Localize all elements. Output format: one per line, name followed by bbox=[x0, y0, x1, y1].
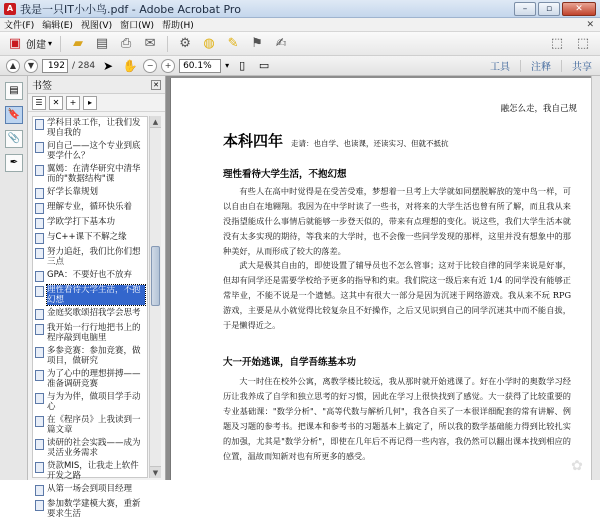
bookmark-page-icon bbox=[35, 203, 44, 214]
bookmark-label: 问自己——这个专业到底要学什么？ bbox=[47, 141, 141, 161]
scroll-thumb[interactable] bbox=[151, 246, 160, 306]
bookmark-label: 贷款MIS，让我走上软件开发之路 bbox=[47, 461, 139, 481]
attachments-icon[interactable]: 📎 bbox=[5, 130, 23, 148]
zoom-dropdown-icon[interactable]: ▾ bbox=[225, 61, 230, 70]
previous-page-icon[interactable]: ▲ bbox=[6, 59, 20, 73]
create-pdf-icon: ▣ bbox=[8, 36, 22, 51]
close-document-icon[interactable]: ✕ bbox=[586, 19, 594, 30]
section-heading: 大一开始逃课，自学吾练基本功 bbox=[223, 357, 357, 368]
bookmark-label: 学科目录工作，让我们发现自我的 bbox=[47, 118, 141, 138]
chapter-heading bbox=[223, 130, 449, 151]
bookmark-page-icon bbox=[35, 248, 44, 259]
paragraph: 大一时住在校外公寓，离教学楼比较远，我从那时就开始逃课了。好在小学时的奥数学习经历让我养成了自学和独立思考的好习惯，因此在学习上很快找到了感觉。大一获得了比较重要的专业基础课："数学分析"、"高等代数与解析几何"，我各自买了一本很详细配套的常有讲解、例题及习题的参考书。把课本和参考书的习题基本上搞定了，所以我的数学基础能力得到比较扎实的加强，尤其是"数学分析"，即使在几年后不再记得一些内容，我仍然可以翻出课本找到相应的位置，温故而知新对也有所更多的感受。 bbox=[223, 376, 571, 461]
chevron-down-icon: ▾ bbox=[48, 39, 53, 48]
share-pane-button[interactable]: 共享 bbox=[572, 62, 592, 73]
menu-help[interactable]: 帮助(H) bbox=[162, 21, 194, 31]
expand-bookmark-icon[interactable]: ▸ bbox=[83, 96, 97, 110]
bookmark-page-icon bbox=[35, 271, 44, 282]
pdf-page bbox=[170, 78, 591, 480]
comment-bubble-icon[interactable]: ◍ bbox=[203, 36, 215, 51]
minimize-button[interactable]: – bbox=[514, 2, 536, 16]
expand-icon[interactable]: ⬚ bbox=[576, 36, 590, 51]
toolbar-right bbox=[548, 35, 592, 53]
bookmark-item[interactable] bbox=[33, 391, 147, 414]
bookmark-label: 多参竞赛：参加竞赛，做项目，做研究 bbox=[47, 346, 141, 366]
navigation-toolbar bbox=[0, 56, 600, 76]
paragraph: 有些人在高中时觉得是在受苦受难，梦想着一旦考上大学就如同摆脱解放的笼中鸟一样，可以自由自在地翱翔。我因为在中学时读了一些书，对将来的大学生活也曾有所了解，而且我从来没指望能成什么事情后就能够一步登天似的，带来有点理想的变化。说这些，我们大学生活本就没有太多实现的期待，等我来的大学时，也不会像一些同学发现的那样，这里并没有想象中的那种美好，从而形成了较大的落差。 bbox=[223, 186, 571, 256]
page-number-input[interactable]: 192 bbox=[42, 59, 68, 73]
bookmark-item[interactable] bbox=[33, 231, 147, 246]
bookmark-item[interactable] bbox=[33, 307, 147, 322]
chapter-subtitle: 走请：也自学、也读课，还读实习、但就不抵抗 bbox=[291, 139, 449, 148]
bookmark-label: 读研的社会实践——成为灵活业务需求 bbox=[47, 438, 141, 458]
menu-file[interactable]: 文件(F) bbox=[4, 21, 35, 31]
bookmark-item[interactable] bbox=[33, 437, 147, 460]
window-title: 我是一只IT小小鸟.pdf - Adobe Acrobat Pro bbox=[20, 2, 241, 16]
bookmark-page-icon bbox=[35, 218, 44, 229]
document-area bbox=[166, 76, 600, 480]
bookmark-page-icon bbox=[35, 233, 44, 244]
bookmark-label: 为了心中的理想拼搏——准备调研竞赛 bbox=[47, 369, 141, 389]
select-arrow-icon[interactable]: ➤ bbox=[103, 58, 114, 73]
bookmark-label: 努力追赶，我们比你们想三点 bbox=[47, 247, 141, 267]
scroll-down-arrow-icon[interactable]: ▼ bbox=[150, 466, 161, 478]
bookmark-label: 金庭奖歌颂招我学会思考 bbox=[47, 308, 141, 318]
pane-separator bbox=[520, 60, 521, 72]
bookmark-item[interactable] bbox=[33, 186, 147, 201]
toolbar-separator bbox=[60, 36, 61, 52]
new-bookmark-icon[interactable]: + bbox=[66, 96, 80, 110]
paragraph: 武大是极其自由的，即使设置了辅导员也不怎么管事；这对于比较自律的同学来说是好事，但却有同学还是需要学校给予更多的指导和约束。我们院这一级后来有近 1/4 的同学没有能够正常毕业，不能不说是一个遗憾。这其中有很大一部分是因为沉迷于网络游戏。我从来不玩 RPG 游戏，主要是从小就觉得比较复杂且不好操作，之后又见识到自己的同学沉迷其中而不能自拔，于是懒得近之。 bbox=[223, 260, 571, 330]
stamp-icon[interactable]: ⚑ bbox=[251, 36, 263, 51]
pane-separator bbox=[561, 60, 562, 72]
bookmark-item[interactable] bbox=[33, 368, 147, 391]
bookmarks-panel-title: 书签 bbox=[32, 81, 52, 92]
hand-tool-icon[interactable]: ✋ bbox=[122, 58, 138, 73]
comment-pane-button[interactable]: 注释 bbox=[531, 62, 551, 73]
bookmark-item[interactable] bbox=[33, 460, 147, 483]
close-panel-icon[interactable]: ✕ bbox=[151, 80, 161, 90]
bookmarks-scrollbar[interactable] bbox=[149, 116, 161, 478]
bookmark-label: 从第一场会到项目经理 bbox=[47, 484, 133, 494]
email-icon[interactable]: ✉ bbox=[144, 36, 156, 51]
window-controls bbox=[514, 2, 596, 16]
bookmark-item[interactable] bbox=[33, 322, 147, 345]
bookmark-page-icon bbox=[35, 324, 44, 335]
main-toolbar bbox=[0, 32, 600, 56]
acrobat-icon: A bbox=[4, 3, 16, 15]
bookmark-label: 参加数学建模大赛，重新要求生活 bbox=[47, 499, 141, 519]
maximize-button[interactable]: ▫ bbox=[538, 2, 560, 16]
bookmarks-icon[interactable]: 🔖 bbox=[5, 106, 23, 124]
chapter-title: 本科四年 bbox=[223, 132, 284, 150]
create-button[interactable] bbox=[6, 35, 52, 53]
bookmark-item[interactable] bbox=[33, 498, 147, 521]
bookmark-page-icon bbox=[35, 119, 44, 130]
bookmarks-panel bbox=[28, 76, 166, 519]
sign-icon[interactable]: ✍ bbox=[275, 36, 287, 51]
zoom-out-icon[interactable]: − bbox=[143, 59, 157, 73]
bookmark-label: 在《程序员》上我读到一篇文章 bbox=[47, 415, 141, 435]
bookmark-item[interactable] bbox=[33, 246, 147, 269]
watermark-icon: ✿ bbox=[571, 458, 583, 474]
bookmark-item[interactable] bbox=[33, 269, 147, 284]
bookmark-page-icon bbox=[35, 188, 44, 199]
section-heading: 理性看待大学生活，不抱幻想 bbox=[223, 169, 347, 180]
bookmarks-panel-header bbox=[28, 76, 165, 94]
bookmark-label: 翼嫣：在清华研究中清华而的"数据结构"课 bbox=[47, 164, 141, 184]
bookmark-page-icon bbox=[35, 347, 44, 358]
document-scrollbar[interactable] bbox=[591, 76, 600, 480]
zoom-level-input[interactable]: 60.1% bbox=[179, 59, 221, 73]
bookmark-page-icon bbox=[35, 165, 44, 176]
bookmark-page-icon bbox=[35, 309, 44, 320]
bookmark-page-icon bbox=[35, 485, 44, 496]
bookmark-item[interactable] bbox=[33, 140, 147, 163]
menu-edit[interactable]: 编辑(E) bbox=[42, 21, 73, 31]
bookmark-item[interactable] bbox=[33, 163, 147, 186]
print-icon[interactable]: ⎙ bbox=[120, 36, 132, 51]
tools-pane-button[interactable]: 工具 bbox=[490, 62, 510, 73]
bookmark-item[interactable] bbox=[33, 284, 147, 307]
bookmark-label: 与C++课下不解之缘 bbox=[47, 232, 127, 242]
bookmark-page-icon bbox=[35, 462, 44, 473]
task-panes bbox=[490, 58, 592, 73]
bookmark-page-icon bbox=[35, 370, 44, 381]
fit-page-icon[interactable]: ▯ bbox=[239, 59, 246, 72]
bookmark-item[interactable] bbox=[33, 345, 147, 368]
delete-bookmark-icon[interactable]: ✕ bbox=[49, 96, 63, 110]
next-page-icon[interactable]: ▼ bbox=[24, 59, 38, 73]
bookmark-item[interactable] bbox=[33, 414, 147, 437]
scroll-up-arrow-icon[interactable]: ▲ bbox=[150, 116, 161, 128]
navigation-pane-strip bbox=[0, 76, 28, 480]
toolbar-separator bbox=[167, 36, 168, 52]
bookmark-item[interactable] bbox=[33, 201, 147, 216]
highlight-icon[interactable]: ✎ bbox=[227, 36, 239, 51]
page-thumbnails-icon[interactable]: ▤ bbox=[5, 82, 23, 100]
zoom-in-icon[interactable]: + bbox=[161, 59, 175, 73]
bookmark-page-icon bbox=[35, 286, 44, 297]
bookmark-label: 好学长靠规划 bbox=[47, 187, 99, 197]
menu-window[interactable]: 窗口(W) bbox=[120, 21, 155, 31]
bookmark-label: GPA：不要好也不放弃 bbox=[47, 270, 132, 280]
save-icon[interactable]: ▤ bbox=[95, 36, 109, 51]
create-label: 创建 bbox=[26, 40, 46, 51]
bookmark-page-icon bbox=[35, 393, 44, 404]
open-folder-icon[interactable]: ▰ bbox=[73, 36, 84, 51]
signatures-icon[interactable]: ✒ bbox=[5, 154, 23, 172]
page-total: / 284 bbox=[72, 60, 96, 71]
bookmark-options-icon[interactable]: ☰ bbox=[32, 96, 46, 110]
fit-width-icon[interactable]: ▭ bbox=[258, 59, 270, 72]
bookmark-page-icon bbox=[35, 416, 44, 427]
bookmark-page-icon bbox=[35, 500, 44, 511]
menu-view[interactable]: 视图(V) bbox=[80, 21, 113, 31]
bookmark-label: 理解专业，循环快乐着 bbox=[47, 202, 133, 212]
bookmark-item[interactable] bbox=[33, 216, 147, 231]
close-window-button[interactable]: ✕ bbox=[562, 2, 596, 16]
bookmark-label: 学欧学打下基本功 bbox=[47, 217, 116, 227]
bookmark-label: 我开始一行行地把书上的程序敲到电脑里 bbox=[47, 323, 141, 343]
running-head: 融怎么走，我自己规 bbox=[500, 104, 577, 114]
bookmark-page-icon bbox=[35, 142, 44, 153]
settings-gear-icon[interactable]: ⚙ bbox=[179, 36, 191, 51]
title-bar bbox=[0, 0, 600, 18]
bookmark-label: 与为为伴，做项目学手动心 bbox=[47, 392, 141, 412]
bookmark-page-icon bbox=[35, 439, 44, 450]
bookmarks-panel-tools bbox=[28, 94, 165, 112]
fullscreen-icon[interactable]: ⬚ bbox=[550, 36, 564, 51]
bookmark-list bbox=[32, 116, 148, 519]
bookmark-item[interactable] bbox=[33, 483, 147, 498]
bookmark-label: 理性看待大学生活，不抱幻想 bbox=[47, 285, 145, 305]
menu-bar bbox=[0, 18, 600, 32]
bookmark-item[interactable] bbox=[33, 117, 147, 140]
